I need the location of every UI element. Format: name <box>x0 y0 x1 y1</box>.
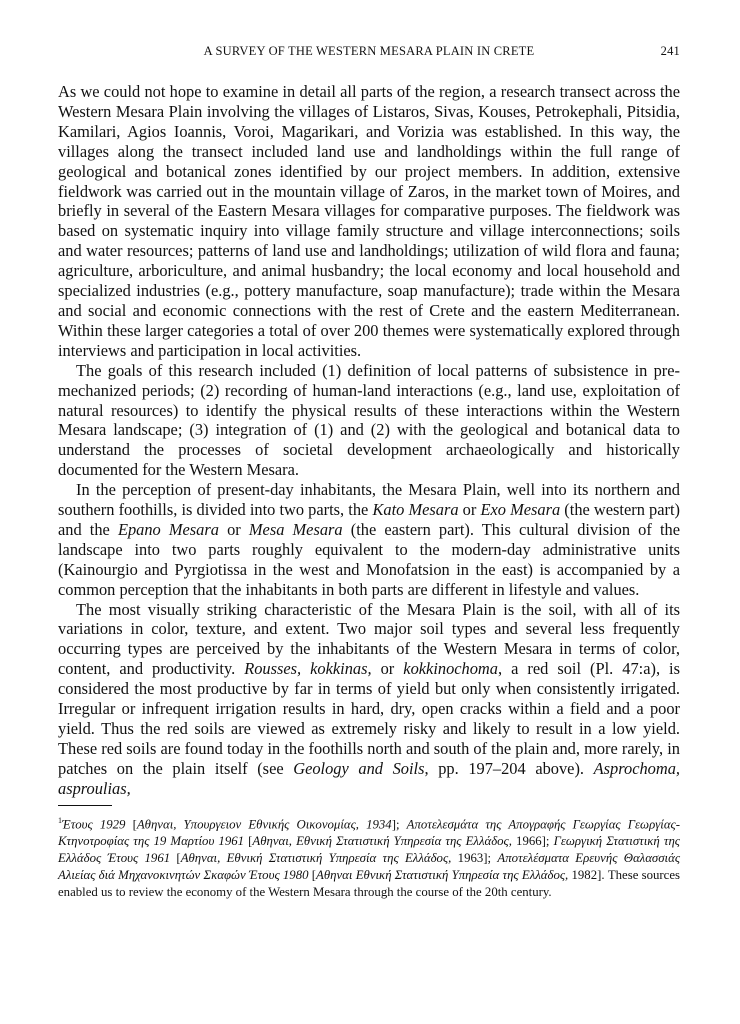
fn-s6: [ <box>244 833 253 848</box>
term-rousses: Rousses, kokkinas, <box>244 659 372 679</box>
p3-text-e: (the eastern part). This cultural division of the landscape into two parts roughly equivalent to the modern-day administrative units (Kainourgio and Pyrgiotissa in the west and Monofatsion in the east) is accompanied by a common perception that the inhabitants in both parts are different in lifestyle and values. <box>58 519 680 599</box>
paragraph-2: The goals of this research included (1) definition of local patterns of subsistence in pre-mechanized periods; (2) recording of human-land interactions (e.g., land use, exploitation of natural resources) to identify the physical results of these interactions within the Western Mesara landscape; (3) integration of (1) and (2) with the geological and botanical data to understand the processes of societal development archaeologically and historically documented for the Western Mesara. <box>58 360 680 480</box>
paragraph-4 <box>58 600 680 799</box>
term-mesa-mesara: Mesa Mesara <box>248 519 343 539</box>
page-number: 241 <box>660 44 680 58</box>
fn-s3: Αθηναι, Υπουργειον Εθνικής Οικονομίας, 1934 <box>136 816 392 831</box>
p4-text-a: The most visually striking characteristic of the Mesara Plain is the soil, with all of its variations in color, texture, and extent. Two major soil types and several less frequently occurring types are perceived by the inhabitants of the Western Mesara in terms of color, content, and productivity. <box>58 599 680 679</box>
body-text <box>58 82 680 799</box>
fn-s16: 1982]. These sources enabled us to review the economy of the Western Mesara through the course of the 20th century. <box>58 867 681 899</box>
running-header <box>58 44 680 66</box>
link-geology-and-soils: Geology and Soils <box>293 758 425 778</box>
fn-s4: ]; <box>391 816 407 831</box>
p4-text-c: , a red soil (Pl. 47:a), is considered the most productive by far in terms of yield but only when consistently irrigated. Irregular or infrequent irrigation results in hard, dry, open cracks within a field and a poor yield. Thus the red soils are viewed as extremely risky and likely to result in a low yield. These red soils are found today in the foothills north and south of the plain and, more rarely, in patches on the plain itself (see <box>58 659 680 778</box>
fn-s11: Αθηναι, Εθνική Στατιστική Υπηρεσία της Ελλάδος, <box>180 850 452 865</box>
footnote-1 <box>58 812 680 901</box>
paragraph-1: As we could not hope to examine in detail all parts of the region, a research transect across the Western Mesara Plain involving the villages of Listaros, Sivas, Kouses, Petrokephali, Pitsidia, Kamilari, Agios Ioannis, Voroi, Magarikari, and Vorizia was established. In this way, the villages along the transect included land use and landholdings within the full range of geological and botanical zones identified by our project members. In addition, extensive fieldwork was carried out in the mountain village of Zaros, in the market town of Moires, and briefly in several of the Eastern Mesara villages for comparative purposes. The fieldwork was based on systematic inquiry into village family structure and village interconnections; soils and water resources; patterns of land use and landholdings; utilization of wild flora and fauna; agriculture, arboriculture, and animal husbandry; the local economy and local household and specialized industries (e.g., pottery manufacture, soap manufacture); trade within the Mesara and social and economic connections with the rest of Crete and the eastern Mediterranean. Within these larger categories a total of over 200 themes were systematically explored through interviews and participation in local activities. <box>58 82 680 360</box>
p3-text-c: (the western part) and the <box>58 500 680 539</box>
fn-s12: 1963]; <box>451 850 498 865</box>
footnote-marker: 1 <box>58 815 62 825</box>
fn-s15: Αθηναι Εθνική Στατιστική Υπηρεσία της Ελλάδος, <box>316 867 569 882</box>
fn-s1: Έτους 1929 <box>62 816 126 831</box>
term-exo-mesara: Exo Mesara <box>480 500 561 520</box>
term-kato-mesara: Kato Mesara <box>372 500 459 520</box>
footnote-rule <box>58 805 112 806</box>
running-title: A SURVEY OF THE WESTERN MESARA PLAIN IN CRETE <box>203 44 535 58</box>
fn-s8: 1966]; <box>511 833 554 848</box>
paragraph-3 <box>58 480 680 599</box>
p3-text-d: or <box>218 519 249 539</box>
fn-s9: Γεωργική Στατιστική της Ελλάδος Έτους 1961 <box>58 833 680 865</box>
page <box>58 44 680 901</box>
term-epano-mesara: Epano Mesara <box>117 519 219 539</box>
fn-s5: Αποτελεσμάτα της Απογραφής Γεωργίας Γεωργίας-Κτηνοτροφίας της 19 Μαρτίου 1961 <box>58 816 680 848</box>
fn-s14: [ <box>308 867 317 882</box>
term-kokkinochoma: kokkinochoma <box>403 659 498 679</box>
term-asprochoma: Asprochoma, asproulias, <box>58 758 680 798</box>
fn-s13: Αποτελέσματα Ερευνής Θαλασσιάς Αλιείας διά Μηχανοκινητών Σκαφών Έτους 1980 <box>58 850 681 882</box>
fn-s7: Αθηναι, Εθνική Στατιστική Υπηρεσία της Ελλάδος, <box>252 833 512 848</box>
fn-s2: [ <box>125 816 137 831</box>
fn-s10: [ <box>170 850 181 865</box>
p4-text-d: , pp. 197–204 above). <box>424 758 594 778</box>
p3-text-b: or <box>458 500 481 520</box>
p3-text-a: In the perception of present-day inhabitants, the Mesara Plain, well into its northern and southern foothills, is divided into two parts, the <box>58 480 680 520</box>
p4-text-b: or <box>371 659 404 679</box>
